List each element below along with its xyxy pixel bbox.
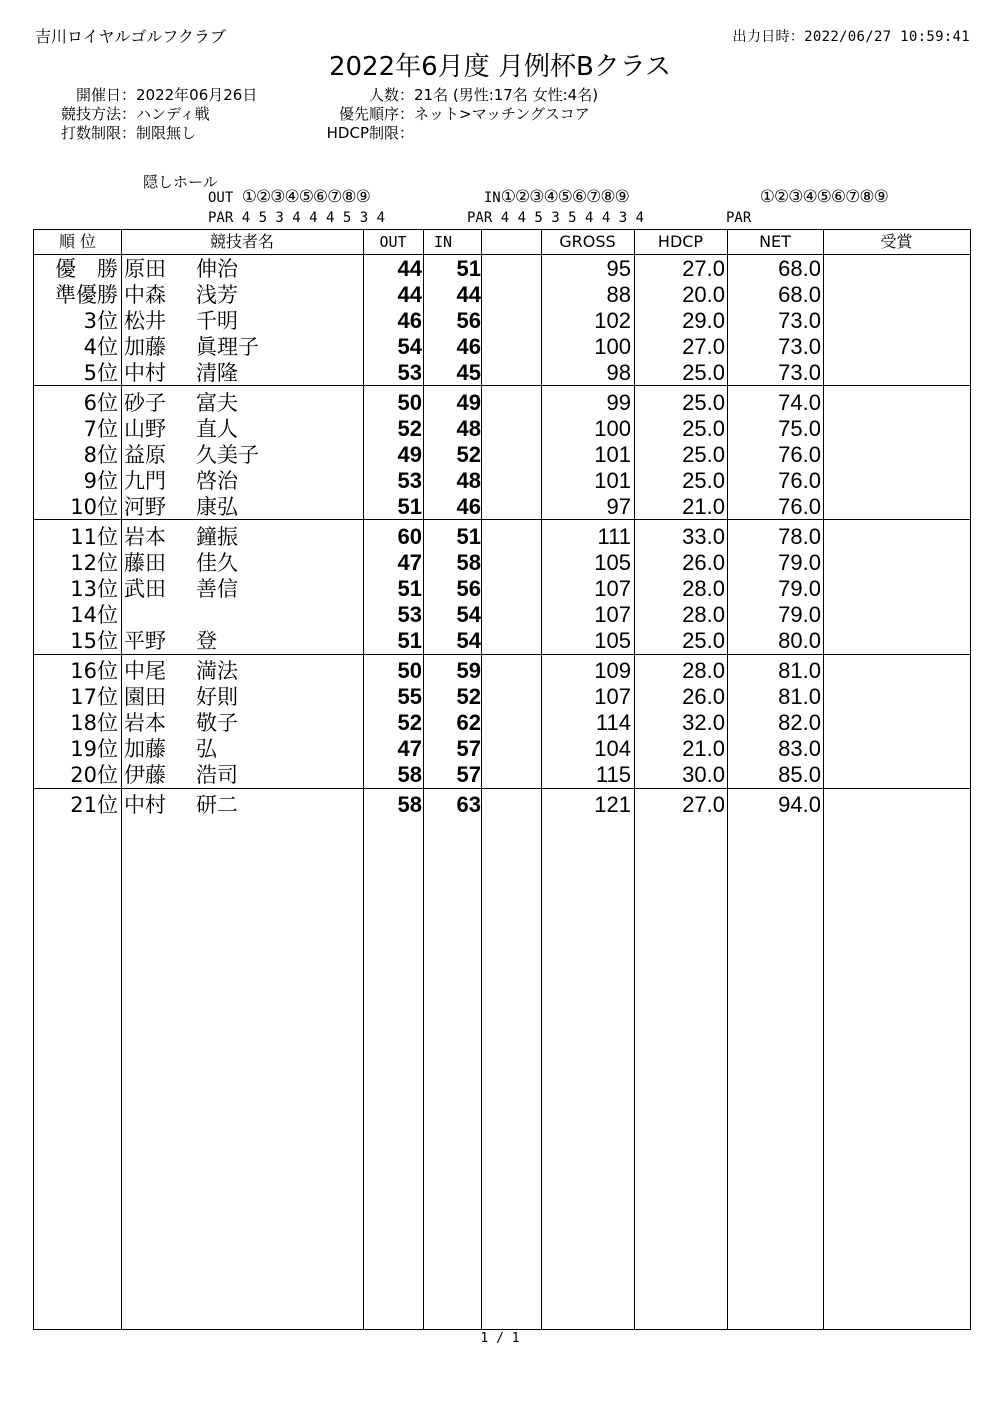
cell-last: 園田 xyxy=(124,685,166,709)
cell-last: 九門 xyxy=(124,469,166,493)
cell-net: 79.0 xyxy=(778,602,821,627)
cell-last: 中村 xyxy=(124,361,166,385)
cell-net: 68.0 xyxy=(778,282,821,307)
cell-gross: 107 xyxy=(594,576,631,601)
cell-hdcp: 21.0 xyxy=(682,736,725,761)
cell-out: 58 xyxy=(397,762,422,787)
cell-rank: 20位 xyxy=(70,763,118,787)
cell-net: 68.0 xyxy=(778,256,821,281)
table-row xyxy=(34,550,972,576)
table-row xyxy=(34,468,972,494)
cell-hdcp: 28.0 xyxy=(682,576,725,601)
header-rank: 順 位 xyxy=(58,232,97,251)
cell-rank: 11位 xyxy=(70,525,118,549)
cell-last: 中森 xyxy=(124,283,166,307)
cell-gross: 105 xyxy=(594,550,631,575)
cell-hdcp: 25.0 xyxy=(682,360,725,385)
cell-last: 中村 xyxy=(124,793,166,817)
cell-gross: 104 xyxy=(594,736,631,761)
cell-last: 中尾 xyxy=(124,659,166,683)
cell-gross: 102 xyxy=(594,308,631,333)
table-row xyxy=(34,710,972,736)
cell-gross: 95 xyxy=(606,256,631,281)
cell-out: 52 xyxy=(397,710,422,735)
cell-in: 63 xyxy=(456,792,481,817)
extra-hole-circles: ①②③④⑤⑥⑦⑧⑨ xyxy=(759,187,888,207)
cell-net: 81.0 xyxy=(778,658,821,683)
table-row xyxy=(34,762,972,788)
cell-hdcp: 26.0 xyxy=(682,684,725,709)
cell-rank: 18位 xyxy=(70,711,118,735)
table-row xyxy=(34,684,972,710)
header-divider xyxy=(34,254,970,255)
cell-gross: 101 xyxy=(594,442,631,467)
cell-first: 弘 xyxy=(196,737,217,761)
cell-hdcp: 21.0 xyxy=(682,494,725,519)
cell-in: 48 xyxy=(456,416,481,441)
printed-timestamp: 出力日時：2022/06/27 10:59:41 xyxy=(732,29,970,45)
cell-first: 好則 xyxy=(196,685,238,709)
cell-net: 73.0 xyxy=(778,334,821,359)
cell-gross: 107 xyxy=(594,684,631,709)
cell-in: 46 xyxy=(456,334,481,359)
cell-out: 44 xyxy=(397,282,422,307)
table-row xyxy=(34,628,972,654)
cell-in: 52 xyxy=(456,442,481,467)
cell-first: 満法 xyxy=(196,659,238,683)
cell-rank: 14位 xyxy=(70,603,118,627)
cell-hdcp: 27.0 xyxy=(682,334,725,359)
table-row xyxy=(34,360,972,386)
cell-out: 53 xyxy=(397,468,422,493)
cell-in: 52 xyxy=(456,684,481,709)
cell-first: 久美子 xyxy=(196,443,259,467)
cell-first: 康弘 xyxy=(196,495,238,519)
cell-gross: 98 xyxy=(606,360,631,385)
players-value: 21名 (男性:17名 女性:4名) xyxy=(414,86,599,104)
date-label: 開催日： xyxy=(75,86,136,104)
cell-net: 78.0 xyxy=(778,524,821,549)
cell-hdcp: 28.0 xyxy=(682,658,725,683)
cell-gross: 114 xyxy=(595,710,631,735)
cell-gross: 105 xyxy=(594,628,631,653)
cell-first: 登 xyxy=(196,629,217,653)
cell-net: 73.0 xyxy=(778,360,821,385)
cell-first: 富夫 xyxy=(196,391,238,415)
cell-last: 伊藤 xyxy=(124,763,166,787)
cell-net: 79.0 xyxy=(778,550,821,575)
cell-hdcp: 30.0 xyxy=(682,762,725,787)
cell-first: 啓治 xyxy=(196,469,238,493)
cell-first: 善信 xyxy=(196,577,238,601)
cell-hdcp: 28.0 xyxy=(682,602,725,627)
cell-rank: 17位 xyxy=(70,685,118,709)
table-row xyxy=(34,602,972,628)
club-name: 吉川ロイヤルゴルフクラブ xyxy=(35,27,226,46)
cell-first: 千明 xyxy=(196,309,238,333)
cell-hdcp: 26.0 xyxy=(682,550,725,575)
table-row xyxy=(34,442,972,468)
cell-out: 55 xyxy=(397,684,422,709)
cell-out: 58 xyxy=(397,792,422,817)
cell-gross: 100 xyxy=(594,416,631,441)
cell-last: 加藤 xyxy=(124,737,166,761)
info-block-left xyxy=(47,86,257,143)
cell-rank: 7位 xyxy=(83,417,118,441)
cell-rank: 3位 xyxy=(83,309,118,333)
cell-in: 51 xyxy=(456,524,481,549)
cell-gross: 111 xyxy=(597,524,631,549)
cell-net: 81.0 xyxy=(778,684,821,709)
hidden-holes-out xyxy=(208,187,385,228)
cell-in: 54 xyxy=(456,602,481,627)
cell-in: 57 xyxy=(456,736,481,761)
cell-hdcp: 25.0 xyxy=(682,416,725,441)
cell-in: 51 xyxy=(456,256,481,281)
limit-value: 制限無し xyxy=(136,124,197,142)
cell-in: 62 xyxy=(456,710,481,735)
cell-out: 51 xyxy=(397,628,422,653)
table-row xyxy=(34,658,972,684)
cell-last: 岩本 xyxy=(124,711,166,735)
table-row xyxy=(34,308,972,334)
cell-hdcp: 27.0 xyxy=(682,792,725,817)
cell-rank: 19位 xyxy=(70,737,118,761)
table-row xyxy=(34,494,972,520)
cell-last: 藤田 xyxy=(124,551,166,575)
cell-net: 85.0 xyxy=(778,762,821,787)
cell-net: 76.0 xyxy=(778,494,821,519)
priority-label: 優先順序： xyxy=(338,105,414,123)
cell-hdcp: 29.0 xyxy=(682,308,725,333)
cell-rank: 13位 xyxy=(70,577,118,601)
cell-net: 79.0 xyxy=(778,576,821,601)
cell-hdcp: 32.0 xyxy=(682,710,725,735)
cell-rank: 10位 xyxy=(70,495,118,519)
cell-last: 益原 xyxy=(124,443,166,467)
out-par-row: PAR 4 5 3 4 4 4 5 3 4 xyxy=(208,210,386,226)
hidden-holes-in xyxy=(467,187,644,228)
cell-net: 74.0 xyxy=(778,390,821,415)
in-par-row: PAR 4 4 5 3 5 4 4 3 4 xyxy=(467,210,645,226)
cell-out: 51 xyxy=(397,494,422,519)
group-divider xyxy=(34,788,970,789)
cell-rank: 5位 xyxy=(83,361,118,385)
cell-in: 45 xyxy=(456,360,481,385)
table-row xyxy=(34,256,972,282)
cell-in: 57 xyxy=(456,762,481,787)
in-label: IN xyxy=(483,190,501,206)
cell-in: 59 xyxy=(456,658,481,683)
cell-out: 44 xyxy=(397,256,422,281)
cell-net: 76.0 xyxy=(778,468,821,493)
cell-rank: 4位 xyxy=(83,335,118,359)
cell-net: 80.0 xyxy=(778,628,821,653)
cell-gross: 121 xyxy=(594,792,631,817)
group-divider xyxy=(34,654,970,655)
out-label: OUT xyxy=(208,190,234,206)
cell-out: 60 xyxy=(397,524,422,549)
priority-value: ネット>マッチングスコア xyxy=(414,105,590,123)
cell-hdcp: 20.0 xyxy=(682,282,725,307)
page-number: 1 / 1 xyxy=(480,1331,520,1346)
cell-net: 76.0 xyxy=(778,442,821,467)
cell-in: 56 xyxy=(456,308,481,333)
cell-in: 54 xyxy=(456,628,481,653)
cell-rank: 16位 xyxy=(70,659,118,683)
cell-last: 原田 xyxy=(124,257,166,281)
cell-last: 武田 xyxy=(124,577,166,601)
cell-last: 河野 xyxy=(124,495,166,519)
cell-hdcp: 27.0 xyxy=(682,256,725,281)
hidden-holes-label: 隠しホール xyxy=(143,173,218,191)
cell-in: 44 xyxy=(456,282,481,307)
cell-last: 砂子 xyxy=(124,391,166,415)
players-label: 人数： xyxy=(368,86,414,104)
cell-first: 眞理子 xyxy=(196,335,259,359)
cell-in: 58 xyxy=(456,550,481,575)
header-blank xyxy=(481,230,541,254)
cell-rank: 12位 xyxy=(70,551,118,575)
cell-net: 75.0 xyxy=(778,416,821,441)
cell-out: 53 xyxy=(397,602,422,627)
cell-first: 清隆 xyxy=(196,361,238,385)
cell-first: 浅芳 xyxy=(196,283,238,307)
hidden-holes-extra xyxy=(726,187,888,228)
cell-rank: 準優勝 xyxy=(55,283,118,307)
cell-in: 49 xyxy=(456,390,481,415)
cell-gross: 107 xyxy=(594,602,631,627)
cell-last: 加藤 xyxy=(124,335,166,359)
cell-rank: 8位 xyxy=(83,443,118,467)
cell-gross: 101 xyxy=(594,468,631,493)
header-gross: GROSS xyxy=(559,232,616,251)
cell-first: 佳久 xyxy=(196,551,238,575)
out-hole-circles: ①②③④⑤⑥⑦⑧⑨ xyxy=(241,187,370,207)
table-row xyxy=(34,334,972,360)
extra-par-row: PAR xyxy=(726,210,752,226)
table-row xyxy=(34,282,972,308)
info-block-right xyxy=(300,86,598,143)
cell-rank: 6位 xyxy=(83,391,118,415)
cell-first: 鐘振 xyxy=(196,525,238,549)
table-row xyxy=(34,390,972,416)
cell-net: 83.0 xyxy=(778,736,821,761)
cell-first: 伸治 xyxy=(196,257,238,281)
cell-hdcp: 25.0 xyxy=(682,628,725,653)
results-table xyxy=(33,229,971,1330)
table-row xyxy=(34,736,972,762)
header-name: 競技者名 xyxy=(209,232,274,251)
in-hole-circles: ①②③④⑤⑥⑦⑧⑨ xyxy=(500,187,629,207)
cell-in: 56 xyxy=(456,576,481,601)
date-value: 2022年06月26日 xyxy=(136,86,258,104)
cell-last: 岩本 xyxy=(124,525,166,549)
cell-hdcp: 25.0 xyxy=(682,442,725,467)
cell-first: 敬子 xyxy=(196,711,238,735)
cell-rank: 21位 xyxy=(70,793,118,817)
cell-out: 47 xyxy=(397,550,422,575)
cell-last: 平野 xyxy=(124,629,166,653)
page-title: 2022年6月度 月例杯Bクラス xyxy=(328,52,672,82)
cell-hdcp: 25.0 xyxy=(682,390,725,415)
table-row xyxy=(34,416,972,442)
cell-out: 46 xyxy=(397,308,422,333)
header-hdcp: HDCP xyxy=(657,232,704,251)
cell-rank: 9位 xyxy=(83,469,118,493)
cell-hdcp: 33.0 xyxy=(682,524,725,549)
hdcp-limit-label: HDCP制限： xyxy=(326,124,414,142)
header-in: IN xyxy=(433,233,453,251)
table-row xyxy=(34,792,972,818)
cell-out: 50 xyxy=(397,658,422,683)
cell-net: 82.0 xyxy=(778,710,821,735)
cell-in: 46 xyxy=(456,494,481,519)
cell-in: 48 xyxy=(456,468,481,493)
method-label: 競技方法： xyxy=(60,105,136,123)
cell-gross: 100 xyxy=(594,334,631,359)
cell-gross: 99 xyxy=(606,390,631,415)
cell-last: 山野 xyxy=(124,417,166,441)
cell-out: 51 xyxy=(397,576,422,601)
table-row xyxy=(34,524,972,550)
cell-rank: 15位 xyxy=(70,629,118,653)
cell-first: 浩司 xyxy=(196,763,238,787)
limit-label: 打数制限： xyxy=(60,124,136,142)
cell-last: 松井 xyxy=(124,309,166,333)
cell-out: 50 xyxy=(397,390,422,415)
header-out: OUT xyxy=(379,233,407,251)
cell-hdcp: 25.0 xyxy=(682,468,725,493)
header-award: 受賞 xyxy=(880,232,913,251)
cell-out: 53 xyxy=(397,360,422,385)
cell-first: 研二 xyxy=(196,793,238,817)
cell-gross: 88 xyxy=(606,282,631,307)
cell-first: 直人 xyxy=(196,417,238,441)
method-value: ハンディ戦 xyxy=(136,105,210,123)
cell-out: 47 xyxy=(397,736,422,761)
header-net: NET xyxy=(759,232,791,251)
cell-out: 49 xyxy=(397,442,422,467)
cell-out: 54 xyxy=(397,334,422,359)
cell-gross: 109 xyxy=(594,658,631,683)
cell-net: 73.0 xyxy=(778,308,821,333)
cell-gross: 97 xyxy=(606,494,631,519)
cell-out: 52 xyxy=(397,416,422,441)
table-row xyxy=(34,576,972,602)
cell-rank: 優 勝 xyxy=(55,257,118,281)
cell-gross: 115 xyxy=(595,762,631,787)
cell-net: 94.0 xyxy=(778,792,821,817)
